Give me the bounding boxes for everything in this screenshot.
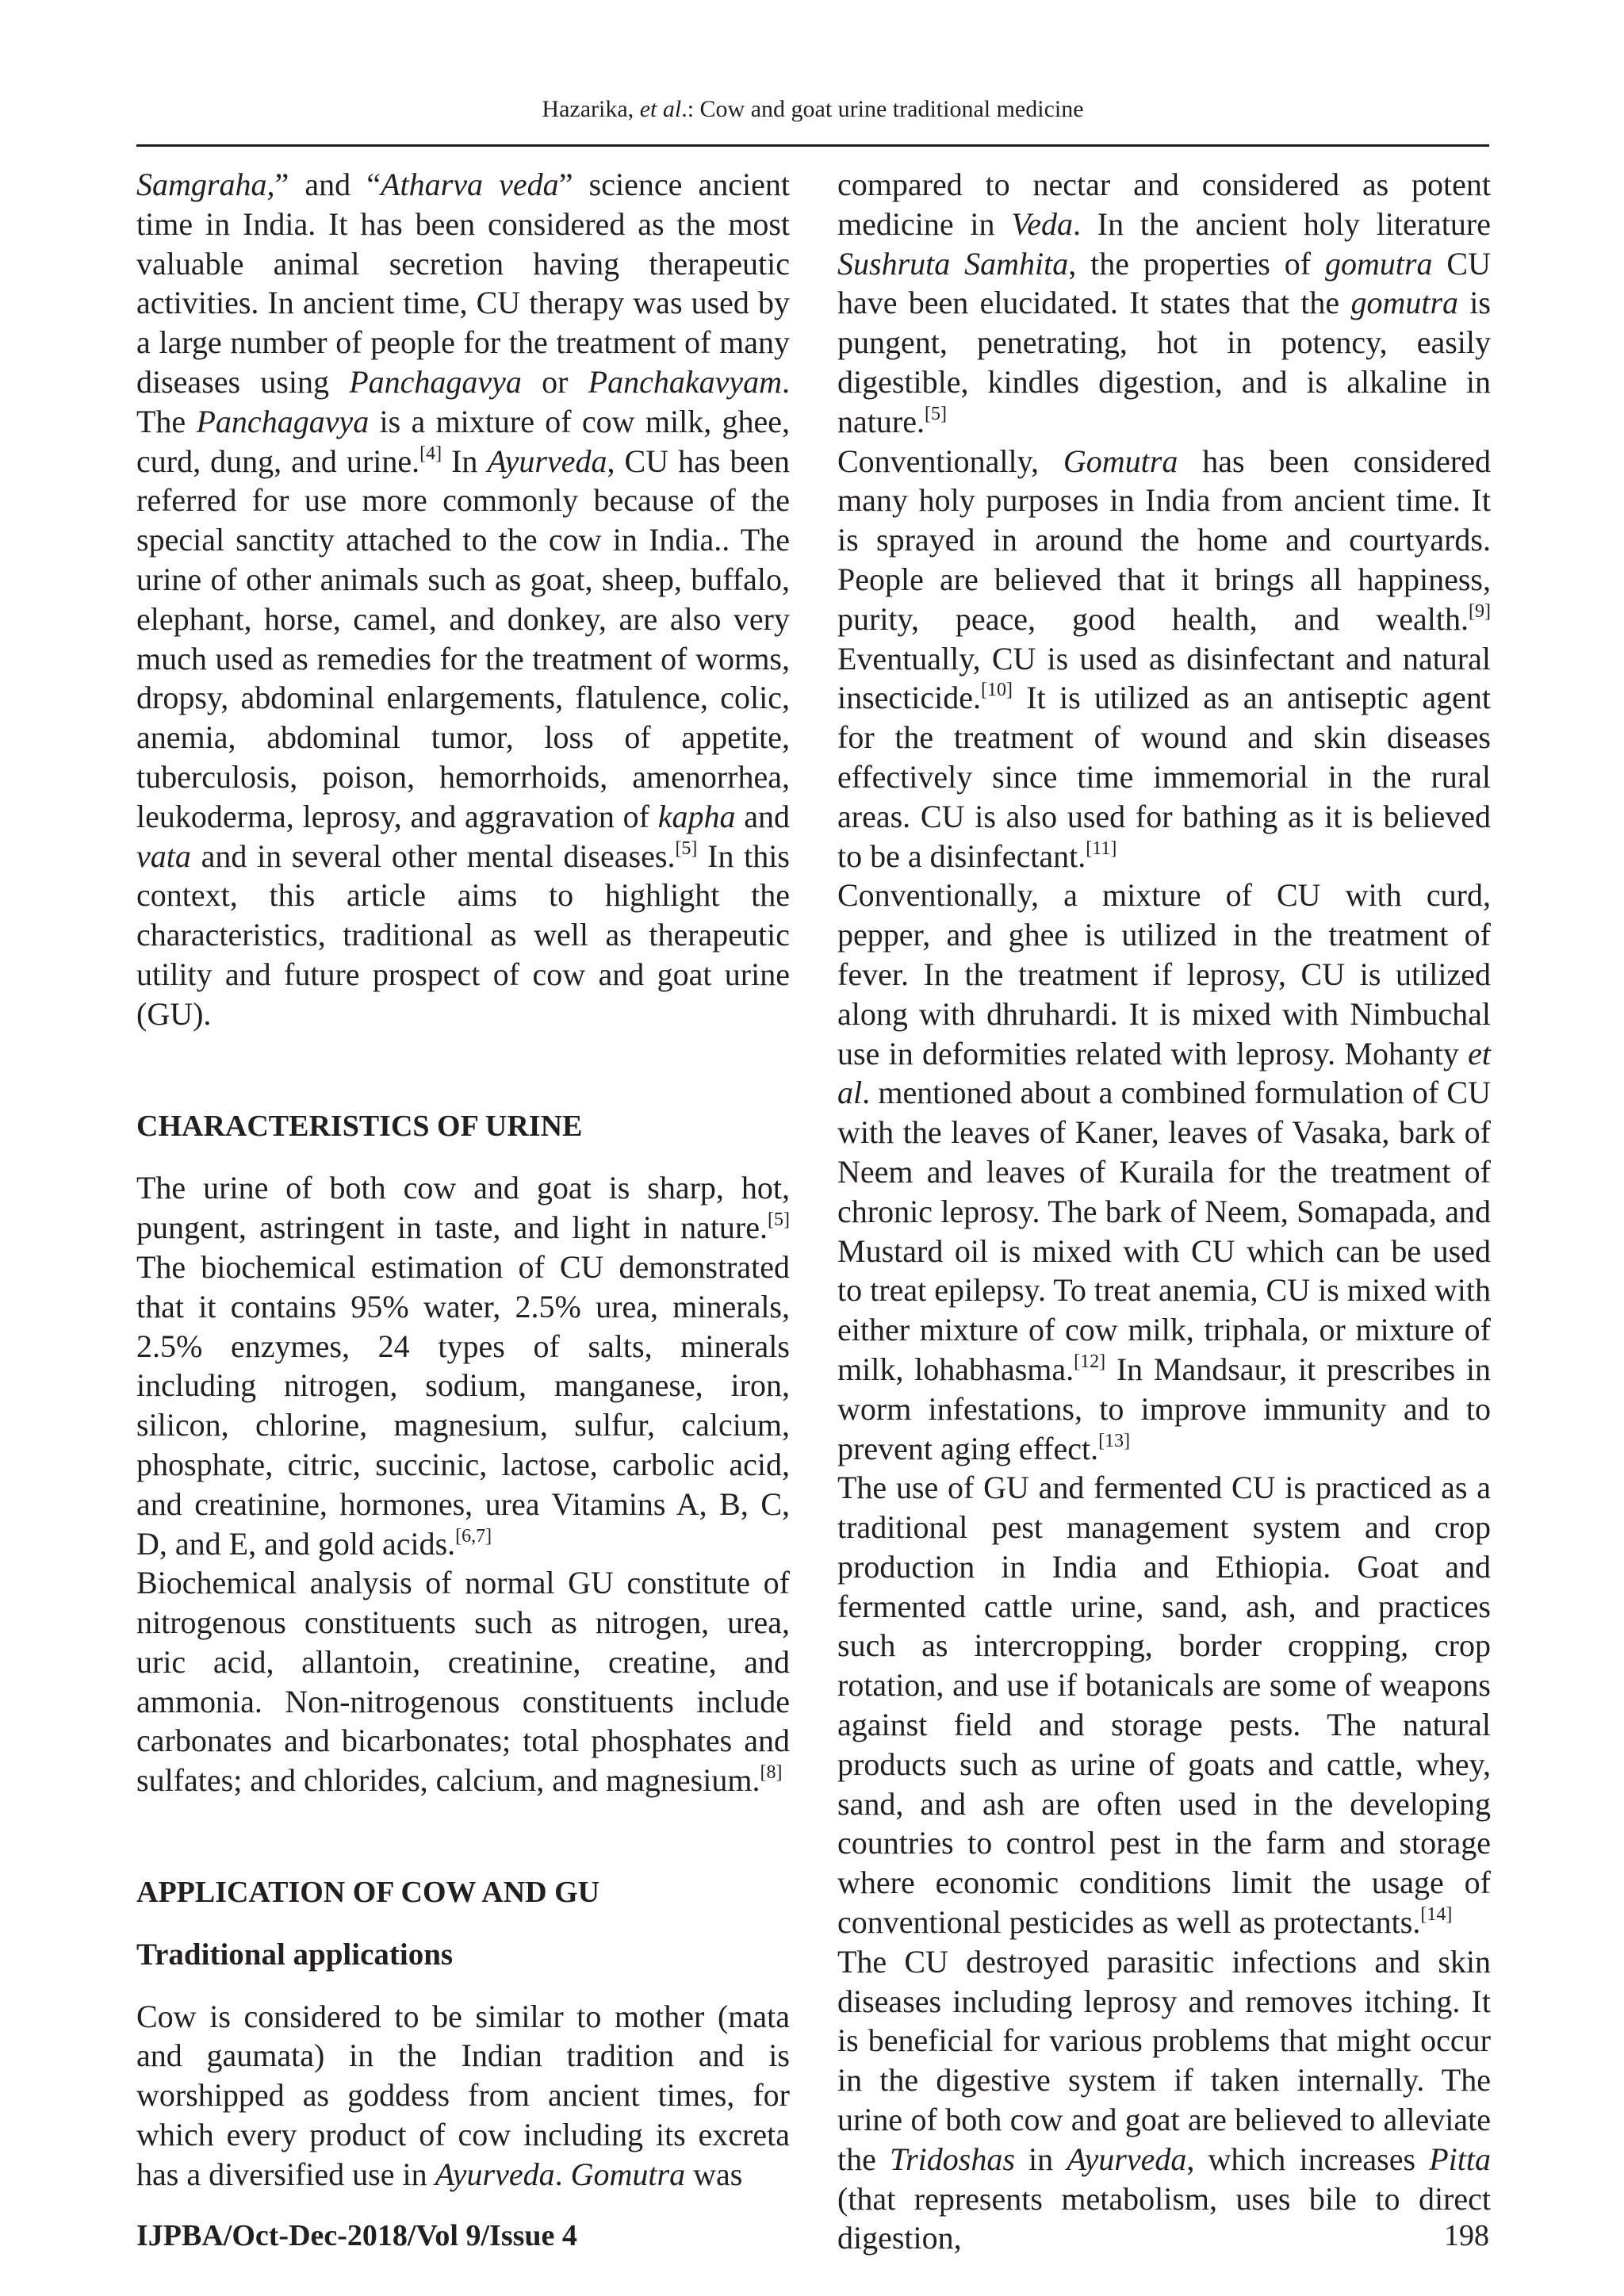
subsection-heading-traditional: Traditional applications: [136, 1937, 454, 1972]
left-column: [136, 165, 790, 2194]
remedies-paragraph: Conventionally, a mixture of CU with curd, pepper, and ghee is utilized in the treatment of fever. In the treatment if leprosy, CU is utilized along with dhruhardi. It is mixed with Nimbuchal use in deformities related with leprosy. Mohanty et al. mentioned about a combined formulation of CU with the leaves of Kaner, leaves of Vasaka, bark of Neem and leaves of Kuraila for the treatment of chronic leprosy. The bark of Neem, Somapada, and Mustard oil is mixed with CU which can be used to treat epilepsy. To treat anemia, CU is mixed with either mixture of cow milk, triphala, or mixture of milk, lohabhasma.[12] In Mandsaur, it prescribes in worm infestations, to improve immunity and to prevent aging effect.[13]: [837, 877, 1491, 1466]
page-number: 198: [1444, 2219, 1489, 2252]
biochemical-paragraph: Biochemical analysis of normal GU constitute of nitrogenous constituents such as nitrogen, urea, uric acid, allantoin, creatinine, creatine, and ammonia. Non-nitrogenous constituents include carbonates and bicarbonates; total phosphates and sulfates; and chlorides, calcium, and magnesium.[8]: [136, 1565, 790, 1799]
pest-management-paragraph: The use of GU and fermented CU is practiced as a traditional pest management system and crop production in India and Ethiopia. Goat and fermented cattle urine, sand, ash, and practices such as intercropping, border cropping, crop rotation, and use if botanicals are some of weapons against field and storage pests. The natural products such as urine of goats and cattle, whey, sand, and ash are often used in the developing countries to control pest in the farm and storage where economic conditions limit the usage of conventional pesticides as well as protectants.[14]: [837, 1470, 1491, 1941]
citation: [5]: [768, 1209, 790, 1231]
section-heading-characteristics: CHARACTERISTICS OF URINE: [136, 1109, 583, 1143]
citation: [5]: [924, 403, 947, 424]
citation: [8]: [760, 1762, 783, 1784]
section-heading-application: APPLICATION OF COW AND GU: [136, 1876, 600, 1910]
traditional-paragraph: Cow is considered to be similar to mother (mata and gaumata) in the Indian tradition and is worshipped as goddess from ancient times, for which every product of cow including its excreta has a diversified use in Ayurveda. Gomutra was: [136, 1998, 790, 2192]
tridoshas-paragraph: The CU destroyed parasitic infections and skin diseases including leprosy and removes itching. It is beneficial for various problems that might occur in the digestive system if taken internally. The urine of both cow and goat are believed to alleviate the Tridoshas in Ayurveda, which increases Pitta (that represents metabolism, uses bile to direct digestion,: [837, 1943, 1491, 2256]
journal-footer: IJPBA/Oct-Dec-2018/Vol 9/Issue 4: [136, 2219, 577, 2252]
gomutra-paragraph: compared to nectar and considered as potent medicine in Veda. In the ancient holy literature Sushruta Samhita, the properties of gomutra CU have been elucidated. It states that the gomutra is pungent, penetrating, hot in potency, easily digestible, kindles digestion, and is alkaline in nature.[5]: [837, 167, 1491, 439]
right-column: [837, 165, 1491, 2258]
citation: [13]: [1098, 1430, 1131, 1451]
characteristics-paragraph: The urine of both cow and goat is sharp, hot, pungent, astringent in taste, and light in nature.[5] The biochemical estimation of CU demonstrated that it contains 95% water, 2.5% urea, minerals, 2.5% enzymes, 24 types of salts, minerals including nitrogen, sodium, manganese, iron, silicon, chlorine, magnesium, sulfur, calcium, phosphate, citric, succinic, lactose, carbolic acid, and creatinine, hormones, urea Vitamins A, B, C, D, and E, and gold acids.[6,7]: [136, 1170, 790, 1562]
citation: [14]: [1420, 1904, 1453, 1926]
citation: [5]: [675, 838, 698, 859]
citation: [9]: [1469, 600, 1491, 622]
citation: [6,7]: [455, 1525, 492, 1547]
citation: [10]: [981, 680, 1013, 701]
citation: [11]: [1086, 838, 1117, 859]
intro-paragraph: Samgraha,” and “Atharva veda” science ancient time in India. It has been considered as the most valuable animal secretion having therapeutic activities. In ancient time, CU therapy was used by a large number of people for the treatment of many diseases using Panchagavya or Panchakavyam. The Panchagavya is a mixture of cow milk, ghee, curd, dung, and urine.[4] In Ayurveda, CU has been referred for use more commonly because of the special sanctity attached to the cow in India.. The urine of other animals such as goat, sheep, buffalo, elephant, horse, camel, and donkey, are also very much used as remedies for the treatment of worms, dropsy, abdominal enlargements, flatulence, colic, anemia, abdominal tumor, loss of appetite, tuberculosis, poison, hemorrhoids, amenorrhea, leukoderma, leprosy, and aggravation of kapha and vata and in several other mental diseases.[5] In this context, this article aims to highlight the characteristics, traditional as well as therapeutic utility and future prospect of cow and goat urine (GU).: [136, 167, 791, 1032]
header-rule: [136, 144, 1489, 147]
conventional-uses-paragraph: Conventionally, Gomutra has been considered many holy purposes in India from ancient time. It is sprayed in around the home and courtyards. People are believed that it brings all happiness, purity, peace, good health, and wealth.[9] Eventually, CU is used as disinfectant and natural insecticide.[10] It is utilized as an antiseptic agent for the treatment of wound and skin diseases effectively since time immemorial in the rural areas. CU is also used for bathing as it is believed to be a disinfectant.[11]: [837, 443, 1492, 874]
citation: [12]: [1074, 1351, 1106, 1372]
citation: [4]: [419, 443, 442, 464]
running-header: Hazarika, et al.: Cow and goat urine traditional medicine: [542, 96, 1084, 122]
